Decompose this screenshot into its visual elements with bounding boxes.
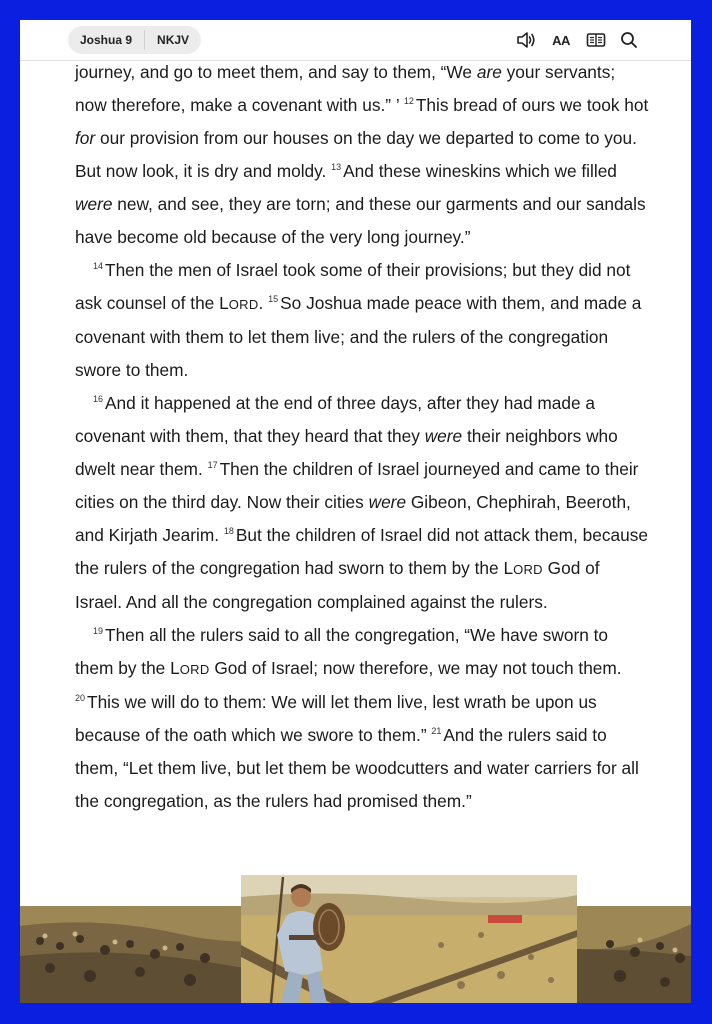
translation-button[interactable]: NKJV (157, 33, 190, 47)
scripture-text (75, 56, 649, 818)
verse-text: And the rulers said to them, “Let them live, but let them be woodcutters and water carriers for all the congregation, as the rulers had promised them.” (75, 725, 639, 811)
verse-number[interactable]: 19 (93, 626, 104, 637)
verse-text: This bread of ours we took hot (415, 95, 649, 115)
verse-number[interactable]: 21 (431, 726, 442, 737)
verse-text: God of Israel. And all the congregation complained against the rulers. (75, 558, 600, 612)
lord-word-smallcaps: ORD (228, 297, 259, 312)
search-icon[interactable] (618, 30, 640, 50)
verse-text: your servants; now therefore, make a covenant with us.” ’ (75, 62, 616, 115)
verse-text: new, and see, they are torn; and these our garments and our sandals have become old because of the very long journey.” (75, 194, 646, 247)
speaker-icon[interactable] (515, 30, 537, 50)
distant-banner (488, 915, 522, 923)
book-chapter-button[interactable]: Joshua 9 (80, 33, 133, 47)
italic-word: were (368, 492, 407, 512)
verse-text: So Joshua made peace with them, and made a covenant with them to let them live; and the rulers of the congregation swore to them. (75, 293, 642, 380)
book-icon[interactable] (585, 30, 607, 50)
font-size-label: AA (552, 32, 570, 48)
verse-number[interactable]: 14 (93, 261, 104, 272)
verse-number[interactable]: 18 (223, 526, 234, 537)
verse-text: Then the children of Israel journeyed and came to their cities on the third day. Now their cities (75, 459, 639, 512)
italic-word: for (75, 128, 96, 148)
verse-number[interactable]: 13 (331, 162, 342, 173)
verse-text: But the children of Israel did not attack them, because the rulers of the congregation had sworn to them by the (75, 525, 648, 578)
italic-word: were (75, 194, 113, 214)
paragraph (75, 619, 649, 818)
verse-text: our provision from our houses on the day we departed to come to you. But now look, it is dry and moldy. (75, 128, 637, 181)
font-size-icon[interactable] (550, 30, 572, 50)
verse-text: And these wineskins which we filled (343, 161, 617, 181)
verse-text: This we will do to them: We will let them live, lest wrath be upon us because of the oath which we swore to them.” (75, 692, 597, 745)
reference-selector (68, 26, 201, 54)
lord-word: L (219, 293, 229, 313)
verse-text: Then all the rulers said to all the congregation, “We have sworn to them by the (75, 625, 609, 678)
paragraph (75, 387, 649, 619)
verse-text: God of Israel; now therefore, we may not touch them. (209, 658, 622, 678)
verse-text: their neighbors who dwelt near them. (75, 426, 618, 479)
verse-text: journey, and go to meet them, and say to them, “We (75, 62, 477, 82)
verse-number[interactable]: 20 (75, 693, 86, 704)
verse-text: And it happened at the end of three days, after they had made a covenant with them, that they heard that they (75, 393, 595, 446)
italic-word: are (476, 62, 502, 82)
verse-text: Gibeon, Chephirah, Beeroth, and Kirjath Jearim. (75, 492, 631, 545)
verse-number[interactable]: 17 (207, 460, 218, 471)
paragraph (75, 254, 649, 387)
verse-number[interactable]: 16 (93, 394, 104, 405)
reader-toolbar (20, 20, 691, 61)
lord-word-smallcaps: ORD (513, 562, 543, 577)
lord-word: L (170, 658, 180, 678)
lord-word-smallcaps: ORD (179, 662, 210, 677)
verse-number[interactable]: 12 (403, 96, 414, 107)
soldier-painting (241, 875, 577, 1003)
soldier-painting-graphic (241, 875, 577, 1003)
verse-text: Then the men of Israel took some of their provisions; but they did not ask counsel of the (75, 260, 631, 313)
italic-word: were (424, 426, 463, 446)
verse-text: . (258, 293, 269, 313)
lord-word: L (503, 558, 514, 578)
reader-window (20, 20, 691, 1003)
paragraph (75, 56, 649, 254)
verse-number[interactable]: 15 (268, 294, 279, 305)
